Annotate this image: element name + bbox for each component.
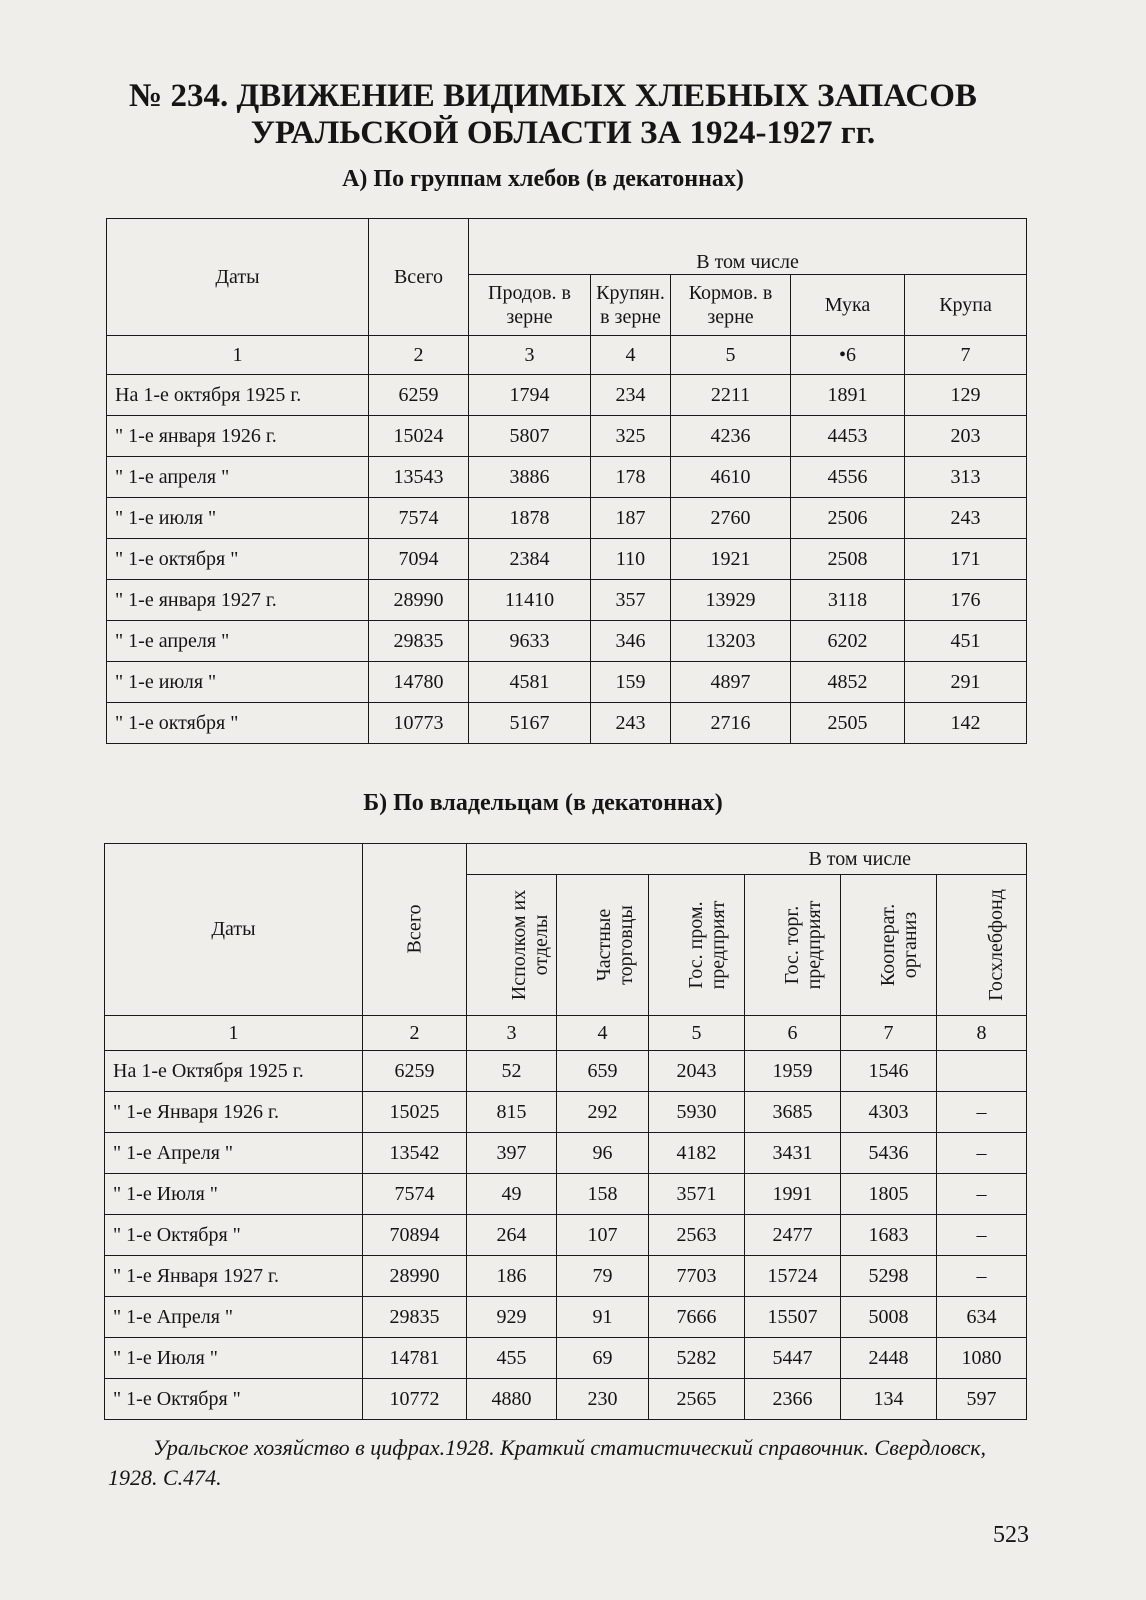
table-cell: 291: [905, 662, 1027, 703]
table-cell: 7703: [649, 1256, 745, 1297]
table-cell: 313: [905, 457, 1027, 498]
table-cell: 178: [591, 457, 671, 498]
table-cell: 10773: [369, 703, 469, 744]
table-cell: 5436: [841, 1133, 937, 1174]
header-coop-cell: [841, 875, 937, 1016]
header-including: В том числе: [469, 219, 1027, 275]
column-number: 4: [557, 1016, 649, 1051]
column-number: 8: [937, 1016, 1027, 1051]
table-row: [107, 457, 1027, 498]
column-number: 1: [107, 336, 369, 375]
document-title-line2: УРАЛЬСКОЙ ОБЛАСТИ ЗА 1924-1927 гг.: [250, 115, 876, 151]
row-date: " 1-е января 1926 г.: [107, 416, 369, 457]
table-cell: –: [937, 1133, 1027, 1174]
table-cell: 264: [467, 1215, 557, 1256]
table-row: [107, 539, 1027, 580]
table-cell: 292: [557, 1092, 649, 1133]
table-cell: 7666: [649, 1297, 745, 1338]
table-cell: 2506: [791, 498, 905, 539]
table-cell: 455: [467, 1338, 557, 1379]
table-cell: 659: [557, 1051, 649, 1092]
table-cell: 176: [905, 580, 1027, 621]
table-cell: 1080: [937, 1338, 1027, 1379]
table-row: [107, 662, 1027, 703]
table-cell: 129: [905, 375, 1027, 416]
table-row: [107, 703, 1027, 744]
table-cell: 3886: [469, 457, 591, 498]
table-row: [105, 1338, 1027, 1379]
table-cell: 5298: [841, 1256, 937, 1297]
table-cell: 815: [467, 1092, 557, 1133]
row-date: " 1-е Января 1926 г.: [105, 1092, 363, 1133]
table-cell: 13543: [369, 457, 469, 498]
table-row: [105, 1092, 1027, 1133]
table-cell: 4303: [841, 1092, 937, 1133]
table-cell: 325: [591, 416, 671, 457]
table-cell: 397: [467, 1133, 557, 1174]
header-cereal-grain: Крупян. в зерне: [591, 275, 671, 336]
header-state-trade: Гос. торг. предприят: [781, 900, 825, 989]
table-cell: 5447: [745, 1338, 841, 1379]
row-date: " 1-е апреля ": [107, 621, 369, 662]
table-cell: 1546: [841, 1051, 937, 1092]
row-date: " 1-е января 1927 г.: [107, 580, 369, 621]
header-state-trade-cell: [745, 875, 841, 1016]
table-row: [105, 1379, 1027, 1420]
row-date: " 1-е Апреля ": [105, 1297, 363, 1338]
table-cell: 243: [905, 498, 1027, 539]
table-cell: 2565: [649, 1379, 745, 1420]
table-cell: 79: [557, 1256, 649, 1297]
header-coop: Кооперат. организ: [877, 903, 921, 986]
table-row: [107, 621, 1027, 662]
column-number: 5: [671, 336, 791, 375]
header-food-grain: Продов. в зерне: [469, 275, 591, 336]
table-cell: 234: [591, 375, 671, 416]
table-cell: 634: [937, 1297, 1027, 1338]
column-number: 2: [369, 336, 469, 375]
table-cell: 96: [557, 1133, 649, 1174]
table-cell: 4182: [649, 1133, 745, 1174]
table-cell: 2760: [671, 498, 791, 539]
column-number: 2: [363, 1016, 467, 1051]
table-cell: 13542: [363, 1133, 467, 1174]
table-cell: 1794: [469, 375, 591, 416]
table-row: [107, 498, 1027, 539]
table-cell: 3571: [649, 1174, 745, 1215]
header-total: Всего: [369, 219, 469, 336]
table-cell: 3685: [745, 1092, 841, 1133]
table-cell: 28990: [369, 580, 469, 621]
table-cell: 15024: [369, 416, 469, 457]
table-cell: 110: [591, 539, 671, 580]
table-cell: –: [937, 1215, 1027, 1256]
row-date: " 1-е апреля ": [107, 457, 369, 498]
table-cell: 1683: [841, 1215, 937, 1256]
table-cell: 2563: [649, 1215, 745, 1256]
table-row: [105, 1256, 1027, 1297]
table-cell: 4556: [791, 457, 905, 498]
row-date: " 1-е Января 1927 г.: [105, 1256, 363, 1297]
table-cell: 13203: [671, 621, 791, 662]
row-date: " 1-е июля ": [107, 662, 369, 703]
column-number: 4: [591, 336, 671, 375]
row-date: " 1-е Июля ": [105, 1338, 363, 1379]
table-cell: 4897: [671, 662, 791, 703]
table-cell: 597: [937, 1379, 1027, 1420]
table-cell: 230: [557, 1379, 649, 1420]
table-cell: 929: [467, 1297, 557, 1338]
column-number-row: [107, 336, 1027, 375]
table-cell: 6259: [369, 375, 469, 416]
table-cell: 2211: [671, 375, 791, 416]
table-cell: 13929: [671, 580, 791, 621]
table-cell: 451: [905, 621, 1027, 662]
table-cell: 4236: [671, 416, 791, 457]
table-cell: [937, 1051, 1027, 1092]
table-cell: –: [937, 1174, 1027, 1215]
table-cell: 1891: [791, 375, 905, 416]
table-cell: 52: [467, 1051, 557, 1092]
table-cell: 15025: [363, 1092, 467, 1133]
table-cell: 5167: [469, 703, 591, 744]
column-number: 3: [469, 336, 591, 375]
table-cell: 4581: [469, 662, 591, 703]
column-number: 1: [105, 1016, 363, 1051]
table-cell: 1878: [469, 498, 591, 539]
table-cell: 11410: [469, 580, 591, 621]
table-cell: 3431: [745, 1133, 841, 1174]
header-private-cell: [557, 875, 649, 1016]
table-cell: 14781: [363, 1338, 467, 1379]
table-cell: 2505: [791, 703, 905, 744]
table-cell: 158: [557, 1174, 649, 1215]
table-cell: 187: [591, 498, 671, 539]
table-row: [107, 580, 1027, 621]
table-cell: 4453: [791, 416, 905, 457]
document-title-line1: № 234. ДВИЖЕНИЕ ВИДИМЫХ ХЛЕБНЫХ ЗАПАСОВ: [129, 78, 977, 114]
table-cell: 7574: [369, 498, 469, 539]
table-cell: 5930: [649, 1092, 745, 1133]
grain-groups-table: [106, 218, 1027, 744]
owners-table: [104, 843, 1027, 1420]
header-gosxleb-cell: [937, 875, 1027, 1016]
row-date: " 1-е Октября ": [105, 1215, 363, 1256]
table-cell: 70894: [363, 1215, 467, 1256]
table-cell: 6259: [363, 1051, 467, 1092]
table-cell: 7574: [363, 1174, 467, 1215]
table-cell: 28990: [363, 1256, 467, 1297]
table-cell: 5008: [841, 1297, 937, 1338]
table-cell: 186: [467, 1256, 557, 1297]
header-state-industry-cell: [649, 875, 745, 1016]
header-state-industry: Гос. пром. предприят: [685, 900, 729, 989]
table-cell: 15724: [745, 1256, 841, 1297]
header-total-cell: [363, 844, 467, 1016]
table-cell: 1959: [745, 1051, 841, 1092]
table-cell: 2477: [745, 1215, 841, 1256]
column-number: 5: [649, 1016, 745, 1051]
table-cell: 2366: [745, 1379, 841, 1420]
table-cell: 203: [905, 416, 1027, 457]
column-number: 6: [745, 1016, 841, 1051]
table-cell: 2043: [649, 1051, 745, 1092]
row-date: " 1-е Апреля ": [105, 1133, 363, 1174]
table-cell: 2716: [671, 703, 791, 744]
table-body: [107, 375, 1027, 744]
table-cell: 69: [557, 1338, 649, 1379]
header-ispolkom: Исполком их отделы: [508, 889, 552, 1000]
table-cell: –: [937, 1256, 1027, 1297]
table-cell: 9633: [469, 621, 591, 662]
table-cell: 5807: [469, 416, 591, 457]
row-date: На 1-е октября 1925 г.: [107, 375, 369, 416]
table-cell: 2384: [469, 539, 591, 580]
table-cell: 6202: [791, 621, 905, 662]
table-cell: 91: [557, 1297, 649, 1338]
column-number: 7: [905, 336, 1027, 375]
column-number: •6: [791, 336, 905, 375]
table-cell: 4610: [671, 457, 791, 498]
page-number: 523: [993, 1522, 1029, 1548]
header-private: Частные торговцы: [593, 904, 637, 985]
table-cell: –: [937, 1092, 1027, 1133]
table-cell: 4880: [467, 1379, 557, 1420]
table-row: [105, 1051, 1027, 1092]
table-cell: 357: [591, 580, 671, 621]
table-cell: 5282: [649, 1338, 745, 1379]
table-row: [105, 1215, 1027, 1256]
row-date: " 1-е октября ": [107, 539, 369, 580]
table-cell: 171: [905, 539, 1027, 580]
row-date: " 1-е октября ": [107, 703, 369, 744]
table-cell: 2508: [791, 539, 905, 580]
source-footnote: Уральское хозяйство в цифрах.1928. Краткий статистический справочник. Свердловск, 1928. С.474.: [108, 1435, 987, 1490]
table-cell: 159: [591, 662, 671, 703]
table-cell: 2448: [841, 1338, 937, 1379]
table-cell: 142: [905, 703, 1027, 744]
table-row: [107, 375, 1027, 416]
table-cell: 7094: [369, 539, 469, 580]
table-cell: 1991: [745, 1174, 841, 1215]
table-row: [107, 416, 1027, 457]
column-number: 7: [841, 1016, 937, 1051]
row-date: " 1-е Октября ": [105, 1379, 363, 1420]
header-flour: Мука: [791, 275, 905, 336]
table-cell: 1921: [671, 539, 791, 580]
table-cell: 14780: [369, 662, 469, 703]
table-cell: 49: [467, 1174, 557, 1215]
row-date: " 1-е Июля ": [105, 1174, 363, 1215]
header-feed-grain: Кормов. в зерне: [671, 275, 791, 336]
table-body: [105, 1051, 1027, 1420]
header-dates: Даты: [107, 219, 369, 336]
column-number: 3: [467, 1016, 557, 1051]
table-cell: 10772: [363, 1379, 467, 1420]
table-cell: 3118: [791, 580, 905, 621]
table-row: [105, 1297, 1027, 1338]
header-total: Всего: [403, 904, 426, 954]
table-cell: 243: [591, 703, 671, 744]
row-date: На 1-е Октября 1925 г.: [105, 1051, 363, 1092]
table-row: [105, 1174, 1027, 1215]
column-number-row: [105, 1016, 1027, 1051]
table-cell: 4852: [791, 662, 905, 703]
section-a-subtitle: А) По группам хлебов (в декатоннах): [342, 166, 744, 192]
header-including: В том числе: [467, 844, 1027, 875]
table-cell: 107: [557, 1215, 649, 1256]
table-cell: 134: [841, 1379, 937, 1420]
table-cell: 1805: [841, 1174, 937, 1215]
header-groats: Крупа: [905, 275, 1027, 336]
table-cell: 346: [591, 621, 671, 662]
table-row: [105, 1133, 1027, 1174]
table-cell: 29835: [363, 1297, 467, 1338]
table-cell: 15507: [745, 1297, 841, 1338]
header-gosxleb: Госхлебфонд: [984, 888, 1007, 1001]
row-date: " 1-е июля ": [107, 498, 369, 539]
section-b-subtitle: Б) По владельцам (в декатоннах): [363, 790, 723, 816]
table-cell: 29835: [369, 621, 469, 662]
header-dates: Даты: [105, 844, 363, 1016]
header-ispolkom-cell: [467, 875, 557, 1016]
